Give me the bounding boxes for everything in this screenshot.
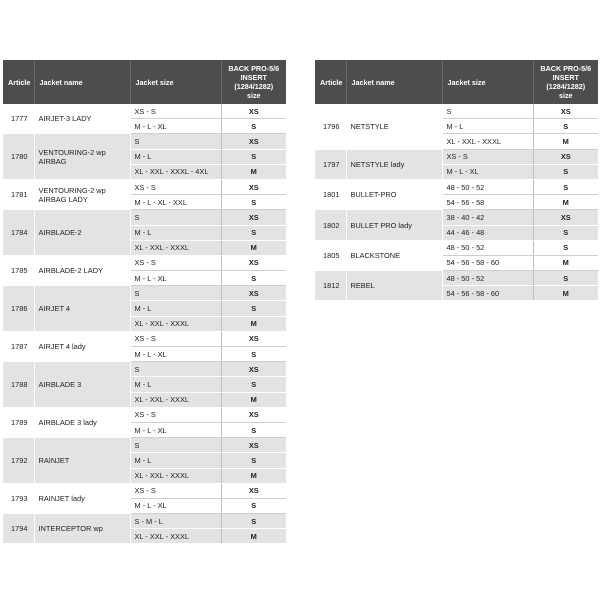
header-insert-line4: size: [558, 91, 573, 100]
insert-size-cell: S: [533, 179, 598, 194]
insert-size-cell: XS: [221, 407, 286, 422]
jacket-size-cell: XL - XXL - XXXL - 4XL: [130, 164, 221, 179]
table-row: [315, 149, 598, 164]
jacket-size-cell: M - L - XL: [130, 347, 221, 362]
jacket-size-cell: 38 - 40 - 42: [442, 210, 533, 225]
table-header-row: [315, 60, 598, 104]
jacket-size-cell: XS - S: [442, 149, 533, 164]
header-article: Article: [315, 60, 346, 104]
table-row: [3, 286, 286, 301]
jacket-size-cell: 44 - 46 - 48: [442, 225, 533, 240]
jacket-size-cell: M - L: [130, 453, 221, 468]
table-row: [3, 438, 286, 453]
table-row: [315, 271, 598, 286]
header-insert-line1: BACK PRO-5/6: [228, 64, 280, 73]
header-insert-line2: INSERT: [552, 73, 579, 82]
insert-size-cell: S: [221, 347, 286, 362]
jacket-name-cell: AIRJET-3 LADY: [34, 104, 130, 134]
jacket-name-cell: VENTOURING-2 wp AIRBAG: [34, 134, 130, 180]
article-cell: 1781: [3, 179, 34, 209]
table-body: [3, 104, 286, 544]
jacket-size-cell: S - M - L: [130, 514, 221, 529]
jacket-size-cell: 54 - 56 - 58 - 60: [442, 286, 533, 301]
size-table-left: [3, 60, 286, 544]
jacket-size-cell: XL - XXL - XXXL: [130, 316, 221, 331]
jacket-name-cell: RAINJET lady: [34, 483, 130, 513]
header-insert-line3: (1284/1282): [546, 82, 586, 91]
article-cell: 1805: [315, 240, 346, 270]
insert-size-cell: S: [533, 164, 598, 179]
header-jacket-name: Jacket name: [34, 60, 130, 104]
insert-size-cell: XS: [533, 149, 598, 164]
article-cell: 1797: [315, 149, 346, 179]
table-header-row: [3, 60, 286, 104]
article-cell: 1777: [3, 104, 34, 134]
insert-size-cell: M: [533, 255, 598, 270]
article-cell: 1792: [3, 438, 34, 484]
header-insert-size: [221, 60, 286, 104]
insert-size-cell: S: [533, 225, 598, 240]
insert-size-cell: M: [221, 468, 286, 483]
table-row: [3, 179, 286, 194]
jacket-size-cell: XL - XXL - XXXL: [130, 529, 221, 544]
insert-size-cell: XS: [221, 362, 286, 377]
insert-size-cell: XS: [221, 286, 286, 301]
article-cell: 1784: [3, 210, 34, 256]
jacket-size-cell: S: [442, 104, 533, 119]
jacket-size-cell: M - L: [130, 301, 221, 316]
jacket-size-cell: 48 - 50 - 52: [442, 179, 533, 194]
jacket-size-cell: XL - XXL - XXXL: [130, 468, 221, 483]
table-row: [3, 331, 286, 346]
header-jacket-size: Jacket size: [442, 60, 533, 104]
jacket-name-cell: AIRBLADE 3 lady: [34, 407, 130, 437]
jacket-name-cell: REBEL: [346, 271, 442, 301]
jacket-size-cell: XS - S: [130, 407, 221, 422]
header-jacket-size: Jacket size: [130, 60, 221, 104]
jacket-name-cell: BULLET PRO lady: [346, 210, 442, 240]
jacket-name-cell: VENTOURING-2 wp AIRBAG LADY: [34, 179, 130, 209]
jacket-size-cell: M - L: [130, 149, 221, 164]
table-row: [315, 210, 598, 225]
insert-size-cell: S: [221, 195, 286, 210]
table-row: [3, 255, 286, 270]
jacket-size-cell: 48 - 50 - 52: [442, 240, 533, 255]
table-row: [315, 104, 598, 119]
insert-size-cell: S: [533, 271, 598, 286]
jacket-name-cell: BULLET-PRO: [346, 179, 442, 209]
insert-size-cell: S: [221, 225, 286, 240]
insert-size-cell: S: [221, 514, 286, 529]
insert-size-cell: XS: [221, 210, 286, 225]
jacket-size-cell: M - L - XL: [130, 422, 221, 437]
jacket-name-cell: NETSTYLE: [346, 104, 442, 149]
table-row: [3, 362, 286, 377]
jacket-size-cell: M - L - XL: [130, 498, 221, 513]
insert-size-cell: M: [221, 392, 286, 407]
header-insert-line2: INSERT: [240, 73, 267, 82]
insert-size-cell: M: [533, 134, 598, 149]
article-cell: 1793: [3, 483, 34, 513]
insert-size-cell: M: [533, 286, 598, 301]
jacket-size-cell: XL - XXL - XXXL: [130, 240, 221, 255]
jacket-size-cell: XS - S: [130, 483, 221, 498]
jacket-size-cell: 48 - 50 - 52: [442, 271, 533, 286]
article-cell: 1789: [3, 407, 34, 437]
insert-size-cell: M: [221, 529, 286, 544]
article-cell: 1785: [3, 255, 34, 285]
jacket-size-cell: S: [130, 362, 221, 377]
jacket-size-cell: M - L: [130, 377, 221, 392]
jacket-name-cell: BLACKSTONE: [346, 240, 442, 270]
jacket-name-cell: INTERCEPTOR wp: [34, 514, 130, 544]
jacket-size-cell: M - L - XL: [130, 119, 221, 134]
jacket-size-cell: S: [130, 134, 221, 149]
table-row: [3, 134, 286, 149]
jacket-name-cell: AIRBLADE 3: [34, 362, 130, 408]
jacket-size-cell: M - L - XL - XXL: [130, 195, 221, 210]
jacket-name-cell: AIRBLADE-2: [34, 210, 130, 256]
insert-size-cell: M: [221, 240, 286, 255]
insert-size-cell: XS: [221, 134, 286, 149]
jacket-name-cell: AIRJET 4: [34, 286, 130, 332]
header-insert-line3: (1284/1282): [234, 82, 274, 91]
insert-size-cell: XS: [221, 438, 286, 453]
table-row: [3, 407, 286, 422]
size-table-right: [315, 60, 598, 301]
insert-size-cell: S: [221, 301, 286, 316]
jacket-name-cell: AIRBLADE-2 LADY: [34, 255, 130, 285]
article-cell: 1794: [3, 514, 34, 544]
jacket-size-cell: M - L: [130, 225, 221, 240]
header-article: Article: [3, 60, 34, 104]
jacket-size-cell: XS - S: [130, 179, 221, 194]
insert-size-cell: XS: [221, 104, 286, 119]
jacket-size-cell: M - L - XL: [130, 271, 221, 286]
article-cell: 1796: [315, 104, 346, 149]
jacket-size-cell: 54 - 56 - 58: [442, 195, 533, 210]
article-cell: 1787: [3, 331, 34, 361]
insert-size-cell: M: [221, 316, 286, 331]
insert-size-cell: XS: [221, 179, 286, 194]
insert-size-cell: S: [221, 119, 286, 134]
insert-size-cell: XS: [533, 104, 598, 119]
table-row: [315, 179, 598, 194]
jacket-size-cell: XS - S: [130, 331, 221, 346]
table-row: [3, 104, 286, 119]
insert-size-cell: S: [221, 377, 286, 392]
insert-size-cell: XS: [221, 331, 286, 346]
header-insert-line1: BACK PRO-5/6: [540, 64, 592, 73]
header-jacket-name: Jacket name: [346, 60, 442, 104]
insert-size-cell: S: [533, 119, 598, 134]
insert-size-cell: S: [221, 498, 286, 513]
insert-size-cell: XS: [221, 255, 286, 270]
insert-size-cell: S: [221, 422, 286, 437]
jacket-name-cell: NETSTYLE lady: [346, 149, 442, 179]
table-row: [3, 210, 286, 225]
insert-size-cell: M: [533, 195, 598, 210]
jacket-name-cell: AIRJET 4 lady: [34, 331, 130, 361]
insert-size-cell: M: [221, 164, 286, 179]
table-row: [3, 483, 286, 498]
jacket-size-cell: M - L - XL: [442, 164, 533, 179]
jacket-size-cell: XS - S: [130, 104, 221, 119]
header-insert-line4: size: [246, 91, 261, 100]
jacket-size-cell: 54 - 56 - 58 - 60: [442, 255, 533, 270]
jacket-size-cell: S: [130, 438, 221, 453]
article-cell: 1801: [315, 179, 346, 209]
header-insert-size: [533, 60, 598, 104]
table-row: [3, 514, 286, 529]
insert-size-cell: S: [533, 240, 598, 255]
insert-size-cell: S: [221, 271, 286, 286]
insert-size-cell: XS: [533, 210, 598, 225]
insert-size-cell: XS: [221, 483, 286, 498]
jacket-name-cell: RAINJET: [34, 438, 130, 484]
article-cell: 1788: [3, 362, 34, 408]
jacket-size-cell: XS - S: [130, 255, 221, 270]
article-cell: 1780: [3, 134, 34, 180]
article-cell: 1802: [315, 210, 346, 240]
jacket-size-cell: S: [130, 286, 221, 301]
article-cell: 1786: [3, 286, 34, 332]
article-cell: 1812: [315, 271, 346, 301]
insert-size-cell: S: [221, 453, 286, 468]
table-body: [315, 104, 598, 301]
jacket-size-cell: XL - XXL - XXXL: [442, 134, 533, 149]
jacket-size-cell: M - L: [442, 119, 533, 134]
insert-size-cell: S: [221, 149, 286, 164]
jacket-size-cell: S: [130, 210, 221, 225]
jacket-size-cell: XL - XXL - XXXL: [130, 392, 221, 407]
table-row: [315, 240, 598, 255]
